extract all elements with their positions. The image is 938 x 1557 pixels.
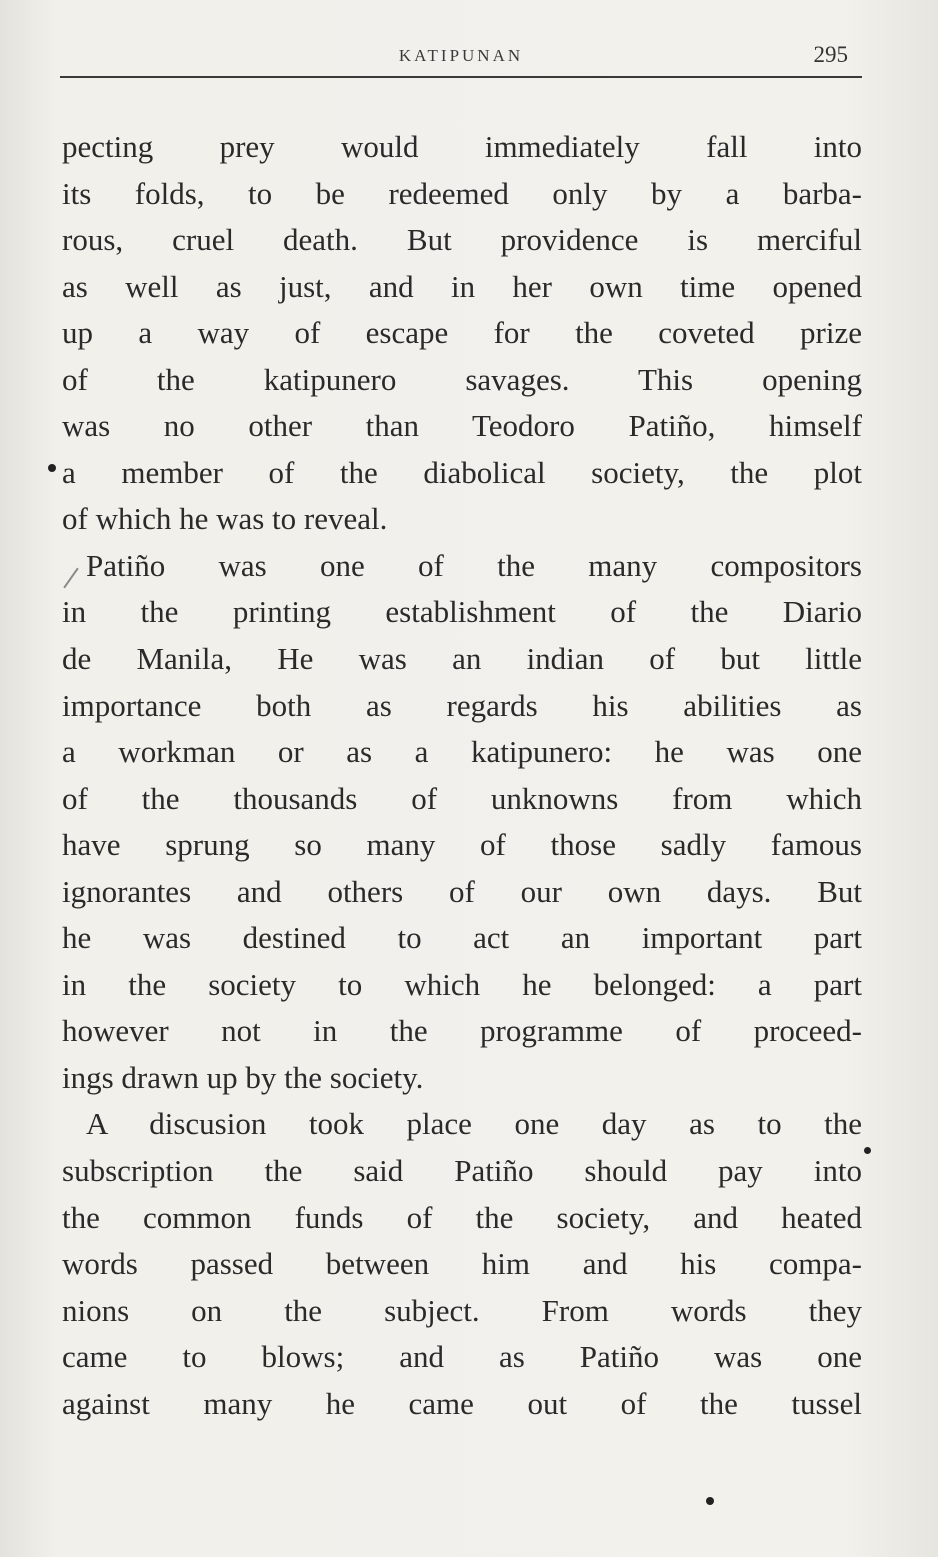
header-rule — [60, 76, 862, 78]
margin-dot-mark — [864, 1147, 871, 1154]
text-line: he was destined to act an important part — [62, 920, 862, 956]
text-line: a member of the diabolical society, the plot — [62, 454, 862, 490]
text-line: importance both as regards his abilities as — [62, 687, 862, 723]
text-line: of which he was to reveal. — [62, 501, 388, 537]
body-text — [62, 124, 862, 1427]
text-line: of the katipunero savages. This opening — [62, 361, 862, 397]
text-line: however not in the programme of proceed- — [62, 1013, 862, 1049]
text-line: was no other than Teodoro Patiño, himself — [62, 408, 862, 444]
text-line: ings drawn up by the society. — [62, 1059, 424, 1095]
footer-dot-mark — [706, 1497, 714, 1505]
text-line: against many he came out of the tussel — [62, 1385, 862, 1421]
text-line: the common funds of the society, and heated — [62, 1199, 862, 1235]
text-line: subscription the said Patiño should pay into — [62, 1153, 862, 1189]
text-line: of the thousands of unknowns from which — [62, 780, 862, 816]
text-line: A discusion took place one day as to the — [86, 1106, 862, 1142]
text-line: Patiño was one of the many compositors — [86, 547, 862, 583]
text-line: in the society to which he belonged: a part — [62, 966, 862, 1002]
text-line: nions on the subject. From words they — [62, 1292, 862, 1328]
margin-dot-mark — [48, 464, 56, 472]
text-line: de Manila, He was an indian of but little — [62, 641, 862, 677]
text-line: words passed between him and his compa- — [62, 1246, 862, 1282]
text-line: up a way of escape for the coveted prize — [62, 315, 862, 351]
text-line: ignorantes and others of our own days. But — [62, 873, 862, 909]
text-line: pecting prey would immediately fall into — [62, 129, 862, 164]
text-line: came to blows; and as Patiño was one — [62, 1339, 862, 1375]
page-number: 295 — [813, 42, 848, 67]
text-line: a workman or as a katipunero: he was one — [62, 734, 862, 770]
text-line: have sprung so many of those sadly famous — [62, 827, 862, 863]
text-line: rous, cruel death. But providence is merciful — [62, 222, 862, 258]
page-header — [60, 38, 862, 78]
text-line: in the printing establishment of the Diario — [62, 594, 862, 630]
text-line: as well as just, and in her own time opened — [62, 268, 862, 304]
running-title: KATIPUNAN — [398, 46, 524, 65]
text-line: its folds, to be redeemed only by a barba- — [62, 175, 862, 211]
